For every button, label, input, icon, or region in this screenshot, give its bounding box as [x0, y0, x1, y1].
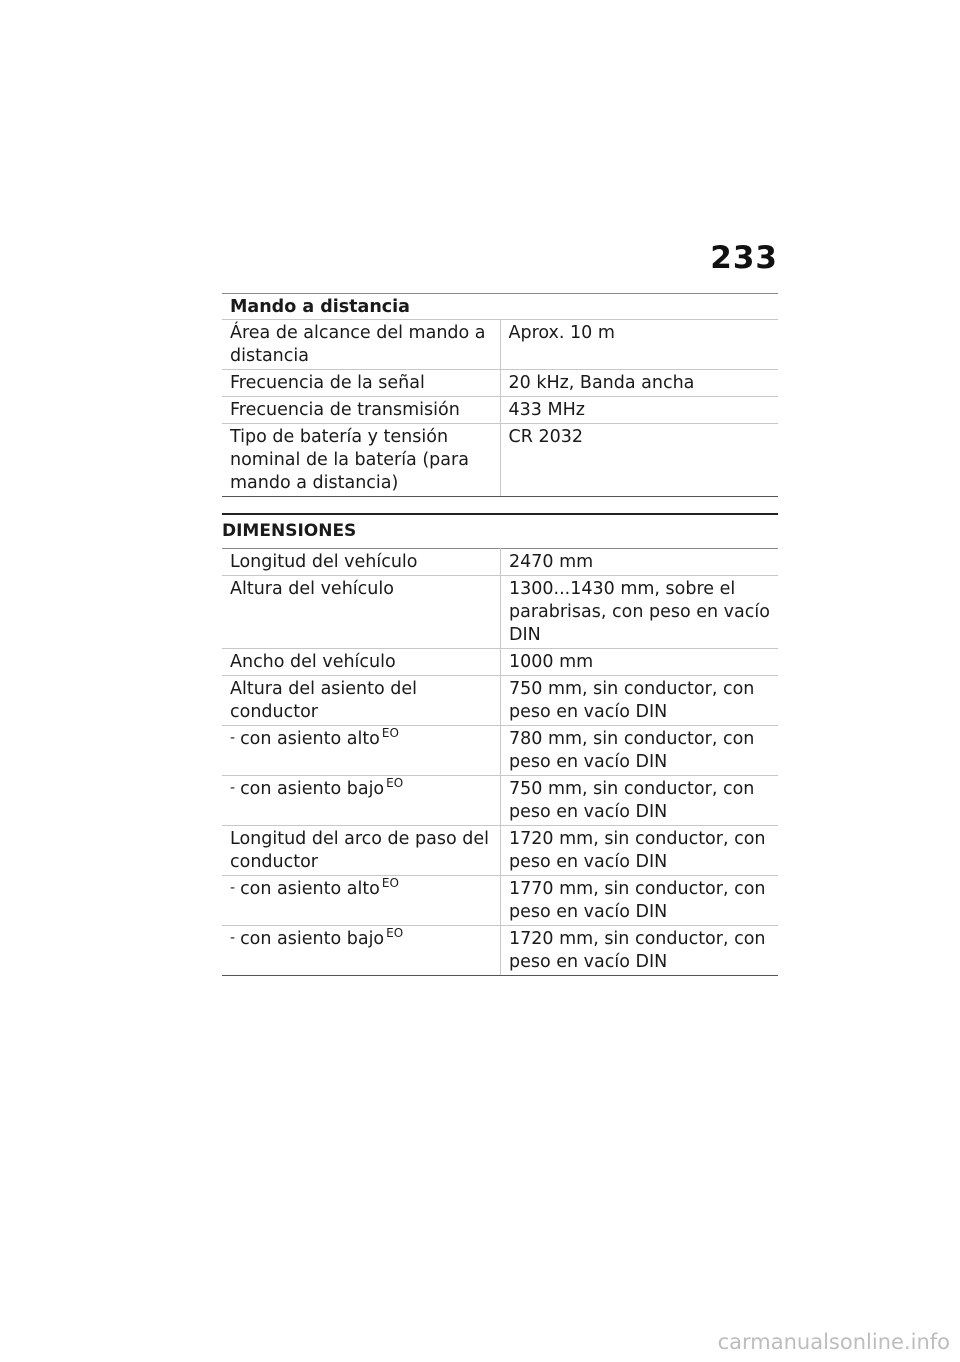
- spec-value: 1720 mm, sin conductor, con peso en vacío DIN: [501, 926, 779, 976]
- remote-control-heading: Mando a distancia: [222, 294, 778, 320]
- spec-label: Tipo de batería y tensión nominal de la batería (para mando a distancia): [222, 424, 500, 497]
- page-number: 233: [710, 240, 778, 276]
- spec-label-sub: [222, 876, 501, 926]
- dimensions-table: [222, 548, 778, 976]
- table-row: [222, 726, 778, 776]
- table-row: [222, 320, 778, 370]
- table-row: [222, 926, 778, 976]
- spec-value: 1770 mm, sin conductor, con peso en vacío DIN: [501, 876, 779, 926]
- table-row: [222, 549, 778, 576]
- spec-label-text: con asiento alto: [240, 879, 380, 899]
- spec-value: Aprox. 10 m: [500, 320, 778, 370]
- spec-value: 750 mm, sin conductor, con peso en vacío DIN: [501, 676, 779, 726]
- footnote-marker: EO: [381, 876, 399, 891]
- spec-label: Frecuencia de la señal: [222, 370, 500, 397]
- spec-label-text: con asiento bajo: [240, 779, 385, 799]
- spec-label-sub: [222, 926, 501, 976]
- spec-label: Altura del vehículo: [222, 576, 501, 649]
- dash-marker: -: [230, 780, 236, 796]
- dash-marker: -: [230, 930, 236, 946]
- table-row: [222, 826, 778, 876]
- section-title-dimensions: DIMENSIONES: [222, 513, 778, 548]
- spec-label: Frecuencia de transmisión: [222, 397, 500, 424]
- table-row: [222, 576, 778, 649]
- spec-label: Longitud del vehículo: [222, 549, 501, 576]
- footnote-marker: EO: [386, 776, 404, 791]
- footnote-marker: EO: [386, 926, 404, 941]
- dash-marker: -: [230, 880, 236, 896]
- footnote-marker: EO: [381, 726, 399, 741]
- spec-value: 1000 mm: [501, 649, 779, 676]
- table-row: [222, 876, 778, 926]
- table-row: [222, 776, 778, 826]
- spec-label-sub: [222, 726, 501, 776]
- spec-label-text: con asiento alto: [240, 729, 380, 749]
- spec-value: 433 MHz: [500, 397, 778, 424]
- spec-value: 750 mm, sin conductor, con peso en vacío DIN: [501, 776, 779, 826]
- spec-value: 780 mm, sin conductor, con peso en vacío DIN: [501, 726, 779, 776]
- table-row: [222, 649, 778, 676]
- spec-label: Ancho del vehículo: [222, 649, 501, 676]
- spec-label: Longitud del arco de paso del conductor: [222, 826, 501, 876]
- spec-value: 1300...1430 mm, sobre el parabrisas, con peso en vacío DIN: [501, 576, 779, 649]
- remote-control-heading-row: [222, 294, 778, 320]
- spec-label-text: con asiento bajo: [240, 929, 385, 949]
- spec-label: Altura del asiento del conductor: [222, 676, 501, 726]
- dash-marker: -: [230, 730, 236, 746]
- table-row: [222, 370, 778, 397]
- spec-label: Área de alcance del mando a distancia: [222, 320, 500, 370]
- spec-value: 1720 mm, sin conductor, con peso en vacío DIN: [501, 826, 779, 876]
- watermark-text: carmanualsonline.info: [717, 1330, 950, 1354]
- spec-label-sub: [222, 776, 501, 826]
- spec-value: 20 kHz, Banda ancha: [500, 370, 778, 397]
- table-row: [222, 676, 778, 726]
- spec-value: CR 2032: [500, 424, 778, 497]
- table-row: [222, 424, 778, 497]
- remote-control-table: [222, 293, 778, 497]
- manual-content: [222, 293, 778, 976]
- table-row: [222, 397, 778, 424]
- spec-value: 2470 mm: [501, 549, 779, 576]
